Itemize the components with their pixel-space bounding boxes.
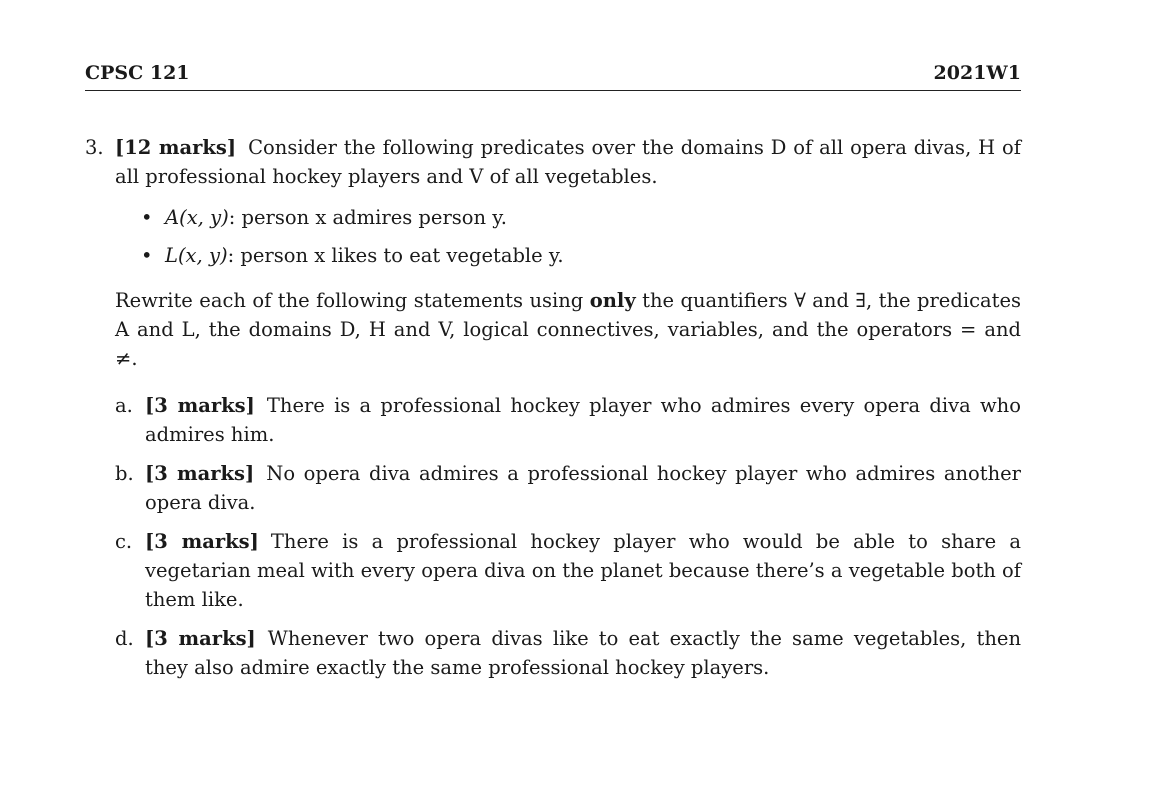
- predicate-symbol: A(x, y): [165, 206, 229, 229]
- course-code: CPSC 121: [85, 62, 190, 84]
- question-number: 3.: [85, 136, 104, 159]
- subquestion-text: There is a professional hockey player who admires every opera diva who admires him.: [145, 394, 1021, 446]
- question-header: [85, 133, 1021, 191]
- subquestion-a: [115, 391, 1021, 449]
- subquestion-marks: [3 marks]: [145, 627, 256, 650]
- page-header: [85, 62, 1021, 84]
- subquestion-b: [115, 459, 1021, 517]
- subquestion-marks: [3 marks]: [145, 462, 255, 485]
- subquestion-text: No opera diva admires a professional hockey player who admires another opera diva.: [145, 462, 1022, 514]
- subquestion-text: There is a professional hockey player who would be able to share a vegetarian meal with every opera diva on the planet because there’s a vegetable both of them like.: [145, 530, 1022, 611]
- bullet-icon: •: [141, 244, 153, 267]
- subquestion-label: a.: [115, 394, 133, 417]
- predicate-item: [141, 241, 1021, 270]
- subquestion-label: c.: [115, 530, 133, 553]
- term-label: 2021W1: [933, 62, 1021, 84]
- header-rule: [85, 90, 1021, 91]
- subquestion-list: [85, 391, 1021, 682]
- bullet-icon: •: [141, 206, 153, 229]
- instruction-post: the quantifiers ∀ and ∃, the predicates A and L, the domains D, H and V, logical connectives, variables, and the operators = and ≠.: [115, 289, 1021, 370]
- instruction-emphasis: only: [589, 289, 636, 312]
- question-marks: [12 marks]: [115, 136, 237, 159]
- predicate-list: [85, 203, 1021, 270]
- subquestion-d: [115, 624, 1021, 682]
- subquestion-c: [115, 527, 1021, 614]
- predicate-item: [141, 203, 1021, 232]
- subquestion-marks: [3 marks]: [145, 394, 255, 417]
- subquestion-text: Whenever two opera divas like to eat exactly the same vegetables, then they also admire exactly the same professional hockey players.: [145, 627, 1022, 679]
- question-intro-text: Consider the following predicates over the domains D of all opera divas, H of all professional hockey players and V of all vegetables.: [115, 136, 1021, 188]
- predicate-symbol: L(x, y): [165, 244, 228, 267]
- instruction-paragraph: [85, 286, 1021, 373]
- subquestion-label: b.: [115, 462, 134, 485]
- predicate-description: : person x admires person y.: [228, 206, 507, 229]
- predicate-description: : person x likes to eat vegetable y.: [227, 244, 564, 267]
- subquestion-marks: [3 marks]: [145, 530, 259, 553]
- question-intro: [115, 133, 1021, 191]
- instruction-pre: Rewrite each of the following statements using: [115, 289, 590, 312]
- subquestion-label: d.: [115, 627, 134, 650]
- question-3: [85, 133, 1021, 692]
